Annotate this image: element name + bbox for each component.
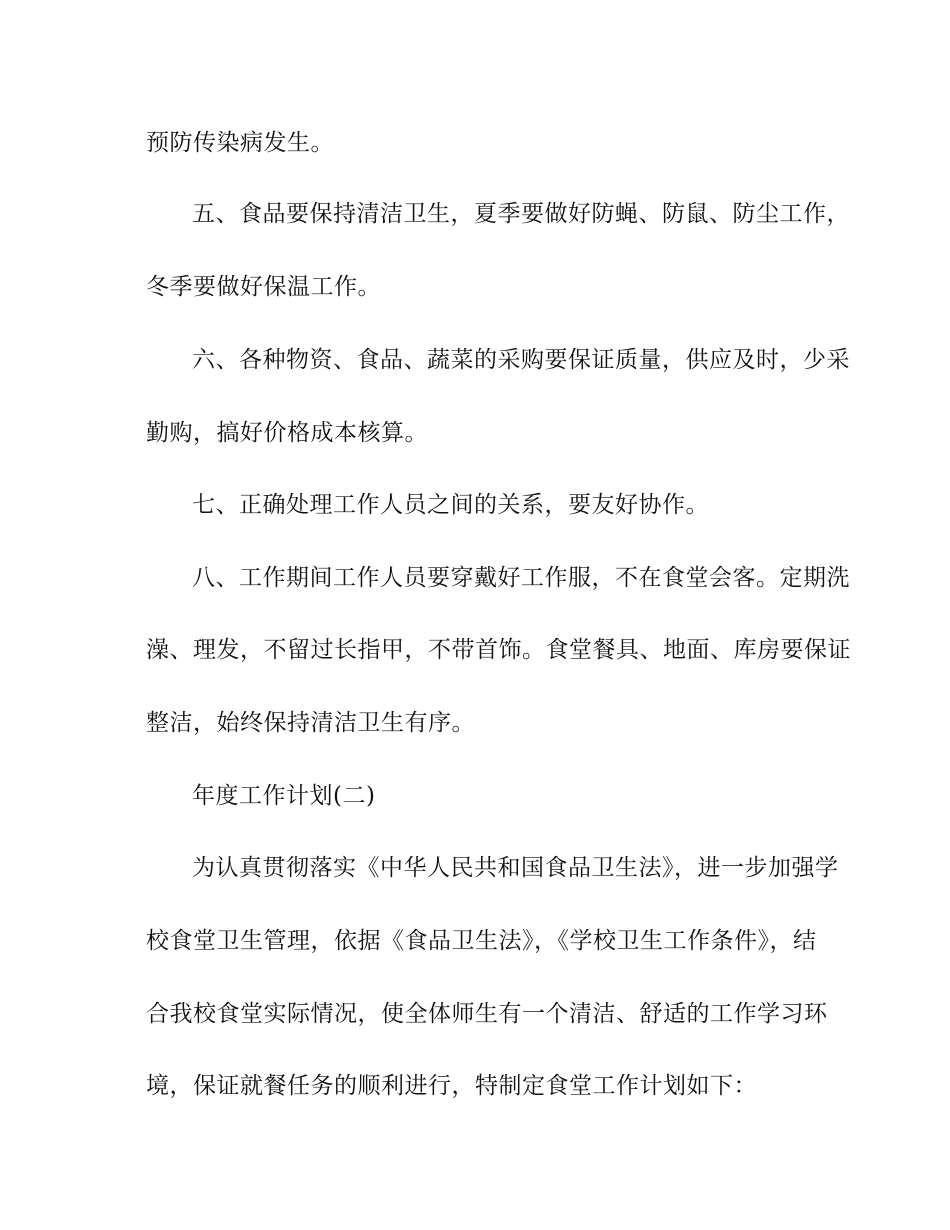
text-line-3: 冬季要做好保温工作。 [146,274,381,300]
text-line-6: 七、正确处理工作人员之间的关系，要友好协作。 [192,492,709,518]
text-line-4: 六、各种物资、食品、蔬菜的采购要保证质量，供应及时，少采 [192,347,850,373]
text-line-1: 预防传染病发生。 [146,130,334,156]
text-line-13: 合我校食堂实际情况，使全体师生有一个清洁、舒适的工作学习环 [146,1001,828,1027]
section-heading: 年度工作计划(二) [192,783,376,809]
text-line-5: 勤购，搞好价格成本核算。 [146,420,428,446]
text-line-2: 五、食品要保持清洁卫生，夏季要做好防蝇、防鼠、防尘工作， [192,201,850,227]
text-line-14: 境，保证就餐任务的顺利进行，特制定食堂工作计划如下： [146,1073,757,1099]
text-line-8: 澡、理发，不留过长指甲，不带首饰。食堂餐具、地面、库房要保证 [146,637,851,663]
text-line-9: 整洁，始终保持清洁卫生有序。 [146,710,475,736]
text-line-7: 八、工作期间工作人员要穿戴好工作服，不在食堂会客。定期洗 [192,565,850,591]
text-line-12: 校食堂卫生管理，依据《食品卫生法》，《学校卫生工作条件》，结 [146,928,817,954]
text-line-11: 为认真贯彻落实《中华人民共和国食品卫生法》，进一步加强学 [192,855,839,881]
